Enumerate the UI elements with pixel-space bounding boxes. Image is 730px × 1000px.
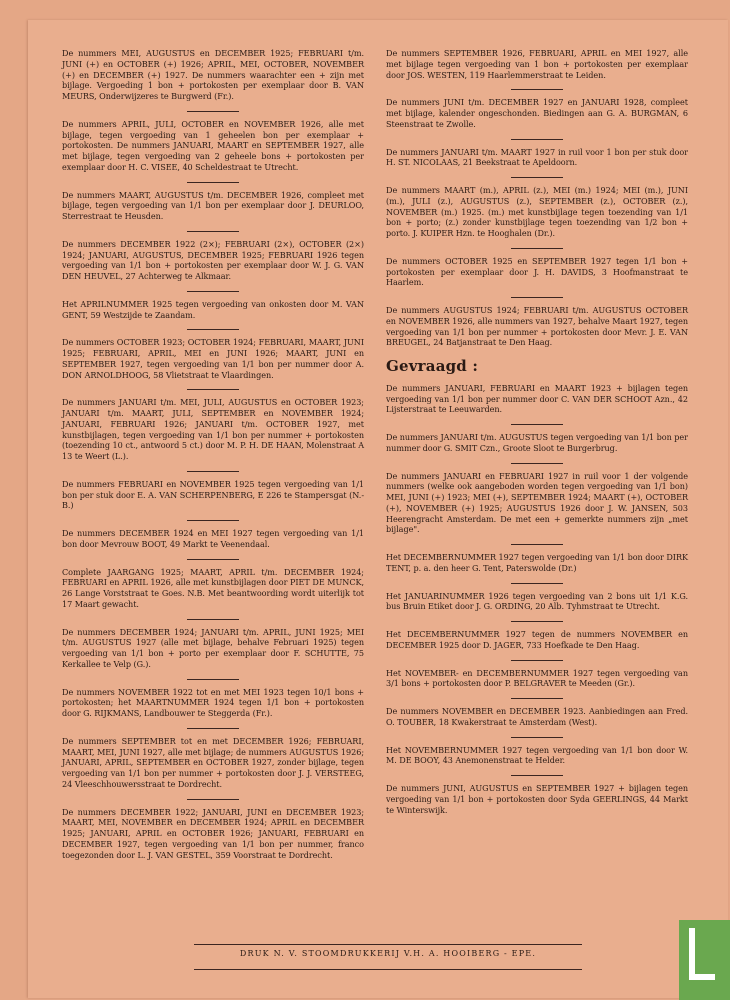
notice: Het JANUARINUMMER 1926 tegen vergoeding van 2 bons uit 1/1 K.G. bus Bruin Etiket door J. G. ORDING, 20 Alb. Tyhmstraat te Utrecht. xyxy=(386,590,688,612)
notice: De nummers NOVEMBER en DECEMBER 1923. Aanbiedingen aan Fred. O. TOUBER, 18 Kwakerstraat te Amsterdam (West). xyxy=(386,706,688,727)
separator-rule xyxy=(187,520,239,521)
notice: Het NOVEMBERNUMMER 1927 tegen vergoeding van 1/1 bon door W. M. DE BOOY, 43 Anemonenstraat te Helder. xyxy=(386,744,688,766)
logo-letter-icon xyxy=(689,928,717,988)
notice: De nummers JUNI t/m. DECEMBER 1927 en JANUARI 1928, compleet met bijlage, kalender ongeschonden. Biedingen aan G. A. BURGMAN, 6 Steenstraat te Zwolle. xyxy=(386,97,688,129)
separator-rule xyxy=(187,471,239,472)
notice: Het DECEMBERNUMMER 1927 tegen de nummers NOVEMBER en DECEMBER 1925 door D. JAGER, 733 Hoefkade te Den Haag. xyxy=(386,629,688,650)
right-column xyxy=(386,48,688,824)
separator-rule xyxy=(511,544,563,545)
notice: De nummers APRIL, JULI, OCTOBER en NOVEMBER 1926, alle met bijlage, tegen vergoeding van 1 geheelen bon per exemplaar + portokosten. De nummers JANUARI, MAART en SEPTEMBER 1927, alle met bijlage, tegen vergoeding van 2 geheele bons + portokosten per exemplaar door H. C. VISEE, 40 Scheldestraat te Utrecht. xyxy=(62,118,364,172)
separator-rule xyxy=(187,559,239,560)
separator-rule xyxy=(511,463,563,464)
notice: De nummers FEBRUARI en NOVEMBER 1925 tegen vergoeding van 1/1 bon per stuk door E. A. VAN SCHERPENBERG, E 226 te Stampersgat (N.-B.) xyxy=(62,478,364,511)
separator-rule xyxy=(511,424,563,425)
section-heading-wanted: Gevraagd : xyxy=(386,357,479,375)
notice: De nummers JUNI, AUGUSTUS en SEPTEMBER 1927 + bijlagen tegen vergoeding van 1/1 bon + portokosten door Syda GEERLINGS, 44 Markt te Winterswijk. xyxy=(386,783,688,815)
separator-rule xyxy=(187,389,239,390)
notice: De nummers DECEMBER 1924 en MEI 1927 tegen vergoeding van 1/1 bon door Mevrouw BOOT, 49 Markt te Veenendaal. xyxy=(62,528,364,549)
separator-rule xyxy=(511,737,563,738)
notice: De nummers MAART (m.), APRIL (z.), MEI (m.) 1924; MEI (m.), JUNI (m.), JULI (z.), AUGUSTUS (z.), SEPTEMBER (z.), OCTOBER (z.), NOVEMBER (m.) 1925. (m.) met kunstbijlage tegen toezending van 1/1 bon + porto; (z.) zonder kunstbijlage tegen toezending van 1/2 bon + porto. J. KUIPER Hzn. te Hooghalen (Dr.). xyxy=(386,185,688,238)
notice: De nummers JANUARI, FEBRUARI en MAART 1923 + bijlagen tegen vergoeding van 1/1 bon per nummer door C. VAN DER SCHOOT Azn., 42 Lijsterstraat te Leeuwarden. xyxy=(386,382,688,415)
printer-imprint: DRUK N. V. STOOMDRUKKERIJ V.H. A. HOOIBERG - EPE. xyxy=(239,949,537,958)
notice: De nummers DECEMBER 1922; JANUARI, JUNI en DECEMBER 1923; MAART, MEI, NOVEMBER en DECEMBER 1924; APRIL en DECEMBER 1925; JANUARI, APRIL en OCTOBER 1926; JANUARI, FEBRUARI en DECEMBER 1927, tegen vergoeding van 1/1 bon per nummer, franco toegezonden door L. J. VAN GESTEL, 359 Voorstraat te Dordrecht. xyxy=(62,806,364,860)
separator-rule xyxy=(187,799,239,800)
notice: Het APRILNUMMER 1925 tegen vergoeding van onkosten door M. VAN GENT, 59 Westzijde te Zaandam. xyxy=(62,298,364,320)
notice: De nummers JANUARI t/m. MAART 1927 in ruil voor 1 bon per stuk door H. ST. NICOLAAS, 21 Beekstraat te Apeldoorn. xyxy=(386,146,688,168)
notice: Complete JAARGANG 1925; MAART, APRIL t/m. DECEMBER 1924; FEBRUARI en APRIL 1926, alle met kunstbijlagen door PIET DE MUNCK, 26 Lange Vorststraat te Goes. N.B. Met beantwoording wordt uiterlijk tot 17 Maart gewacht. xyxy=(62,566,364,609)
notice: De nummers JANUARI en FEBRUARI 1927 in ruil voor 1 der volgende nummers (welke ook aangeboden worden tegen vergoeding van 1/1 bon) MEI, JUNI (+) 1923; MEI (+), SEPTEMBER 1924; MAART (+), OCTOBER (+), NOVEMBER (+) 1925; AUGUSTUS 1926 door J. W. JANSEN, 503 Heerengracht Amsterdam. De met een + gemerkte nummers zijn „met bijlage". xyxy=(386,470,688,535)
notice: De nummers NOVEMBER 1922 tot en met MEI 1923 tegen 10/1 bons + portokosten; het MAARTNUMMER 1924 tegen 1/1 bon + portokosten door G. RIJKMANS, Landbouwer te Steggerda (Fr.). xyxy=(62,686,364,718)
notice: De nummers OCTOBER 1925 en SEPTEMBER 1927 tegen 1/1 bon + portokosten per exemplaar door J. H. DAVIDS, 3 Hoofmanstraat te Haarlem. xyxy=(386,255,688,288)
notice: Het NOVEMBER- en DECEMBERNUMMER 1927 tegen vergoeding van 3/1 bons + portokosten door P. BELGRAVER te Meeden (Gr.). xyxy=(386,667,688,689)
left-column xyxy=(62,48,364,869)
notice: Het DECEMBERNUMMER 1927 tegen vergoeding van 1/1 bon door DIRK TENT, p. a. den heer G. Tent, Paterswolde (Dr.) xyxy=(386,552,688,573)
notice: De nummers JANUARI t/m. AUGUSTUS tegen vergoeding van 1/1 bon per nummer door G. SMIT Czn., Groote Sloot te Burgerbrug. xyxy=(386,432,688,453)
separator-rule xyxy=(187,329,239,330)
notice: De nummers AUGUSTUS 1924; FEBRUARI t/m. AUGUSTUS OCTOBER en NOVEMBER 1926, alle nummers van 1927, behalve Maart 1927, tegen vergoeding van 1/1 bon per nummer + portokosten door Mevr. J. E. VAN BREUGEL, 24 Batjanstraat te Den Haag. xyxy=(386,305,688,348)
notice: De nummers DECEMBER 1922 (2×); FEBRUARI (2×), OCTOBER (2×) 1924; JANUARI, AUGUSTUS, DECEMBER 1925; FEBRUARI 1926 tegen vergoeding van 1/1 bon + portokosten per exemplaar door W. J. G. VAN DEN HEUVEL, 27 Achterweg te Alkmaar. xyxy=(62,238,364,281)
notice: De nummers OCTOBER 1923; OCTOBER 1924; FEBRUARI, MAART, JUNI 1925; FEBRUARI, APRIL, MEI en JUNI 1926; MAART, JUNI en SEPTEMBER 1927, tegen vergoeding van 1/1 bon per nummer door A. DON ARNOLDHOOG, 58 Vlietstraat te Vlaardingen. xyxy=(62,337,364,380)
separator-rule xyxy=(511,583,563,584)
separator-rule xyxy=(511,177,563,178)
notice: De nummers DECEMBER 1924; JANUARI t/m. APRIL, JUNI 1925; MEI t/m. AUGUSTUS 1927 (alle met bijlage, behalve Februari 1925) tegen vergoeding van 1/1 bon + porto per exemplaar door F. SCHUTTE, 75 Kerkallee te Velp (G.). xyxy=(62,626,364,669)
notice: De nummers SEPTEMBER tot en met DECEMBER 1926; FEBRUARI, MAART, MEI, JUNI 1927, alle met bijlage; de nummers AUGUSTUS 1926; JANUARI, APRIL, SEPTEMBER en OCTOBER 1927, zonder bijlage, tegen vergoeding van 1/1 bon per nummer + portokosten door J. J. VERSTEEG, 24 Vleeschhouwersstraat te Dordrecht. xyxy=(62,735,364,789)
separator-rule xyxy=(511,248,563,249)
notice: De nummers SEPTEMBER 1926, FEBRUARI, APRIL en MEI 1927, alle met bijlage tegen vergoeding van 1 bon + portokosten per exemplaar door JOS. WESTEN, 119 Haarlemmerstraat te Leiden. xyxy=(386,48,688,80)
footer-rule-bottom xyxy=(194,969,582,970)
separator-rule xyxy=(187,231,239,232)
separator-rule xyxy=(187,728,239,729)
footer-rule-top xyxy=(194,944,582,945)
separator-rule xyxy=(187,111,239,112)
notice: De nummers MAART, AUGUSTUS t/m. DECEMBER 1926, compleet met bijlage, tegen vergoeding van 1/1 bon per exemplaar door J. DEURLOO, Sterrestraat te Heusden. xyxy=(62,189,364,221)
separator-rule xyxy=(187,291,239,292)
separator-rule xyxy=(511,139,563,140)
separator-rule xyxy=(511,775,563,776)
notice: De nummers MEI, AUGUSTUS en DECEMBER 1925; FEBRUARI t/m. JUNI (+) en OCTOBER (+) 1926; APRIL, MEI, OCTOBER, NOVEMBER (+) en DECEMBER (+) 1927. De nummers waarachter een + zijn met bijlage. Vergoeding 1 bon + portokosten per exemplaar door B. VAN MEURS, Onderwijzeres te Burgwerd (Fr.). xyxy=(62,48,364,101)
separator-rule xyxy=(511,660,563,661)
separator-rule xyxy=(187,619,239,620)
separator-rule xyxy=(511,89,563,90)
separator-rule xyxy=(187,182,239,183)
separator-rule xyxy=(511,698,563,699)
separator-rule xyxy=(511,621,563,622)
separator-rule xyxy=(187,679,239,680)
separator-rule xyxy=(511,297,563,298)
watermark-logo xyxy=(679,920,730,1000)
notice: De nummers JANUARI t/m. MEI, JULI, AUGUSTUS en OCTOBER 1923; JANUARI t/m. MAART, JULI, SEPTEMBER en NOVEMBER 1924; JANUARI, FEBRUARI 1926; JANUARI t/m. OCTOBER 1927, met kunstbijlagen, tegen vergoeding van 1/1 bon per nummer + portokosten (toezending 10 ct., antwoord 5 ct.) door M. P. H. DE HAAN, Molenstraat A 13 te Weert (L.). xyxy=(62,397,364,461)
